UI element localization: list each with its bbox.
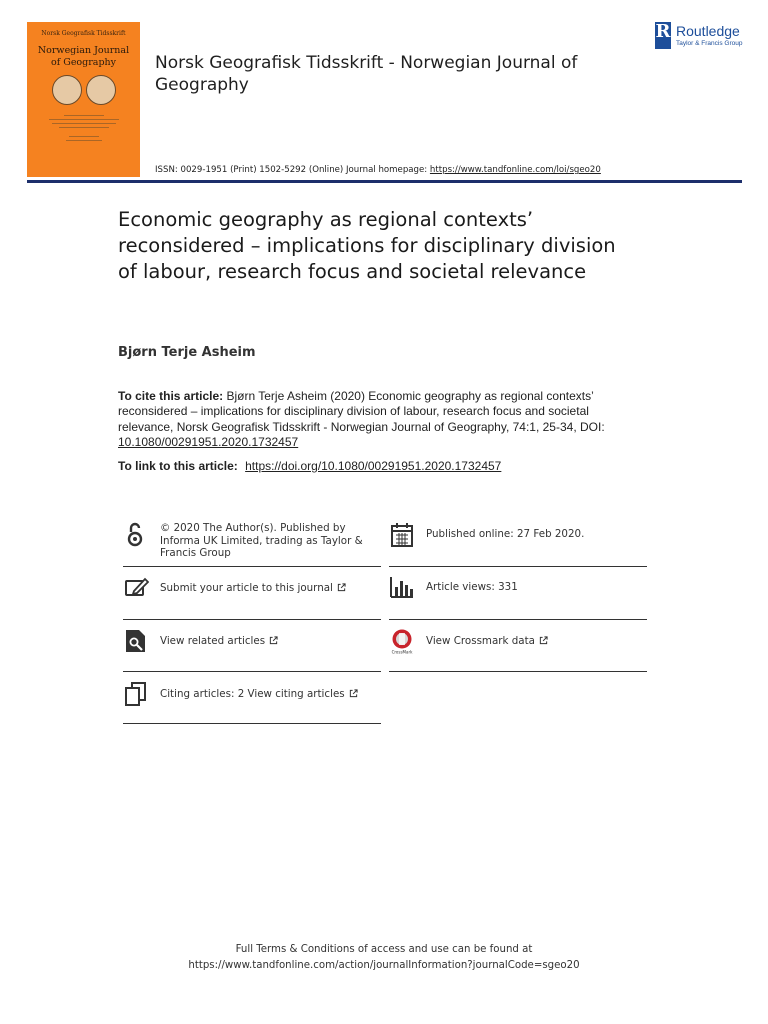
footer-terms-link[interactable]: https://www.tandfonline.com/action/journalInformation?journalCode=sgeo20 [188, 959, 580, 971]
submit-article-link[interactable] [160, 582, 346, 595]
footer-terms [0, 942, 768, 973]
cite-text: Bjørn Terje Asheim (2020) Economic geography as regional contexts’ reconsidered – implications for disciplinary division of labour, research focus and societal relevance, Norsk Geografisk Tidsskrift - Norwegian Journal of Geography, 74:1, 25-34, DOI: [118, 389, 605, 434]
calendar-icon [389, 522, 415, 548]
divider [123, 566, 381, 567]
open-access-text: © 2020 The Author(s). Published by Informa UK Limited, trading as Taylor & Francis Group [160, 522, 363, 559]
crossmark-caption: CrossMark [391, 649, 413, 654]
article-views-cell [389, 575, 647, 605]
open-access-icon [123, 522, 149, 548]
doi-link[interactable]: 10.1080/00291951.2020.1732457 [118, 434, 299, 449]
issn-line [155, 165, 601, 175]
external-link-icon [337, 583, 346, 592]
crossmark-icon [389, 628, 415, 654]
cover-title: Norwegian Journal of Geography [37, 45, 130, 68]
citing-articles-link[interactable] [160, 688, 358, 701]
external-link-icon [539, 636, 548, 645]
cover-seals [48, 75, 120, 107]
cover-top-text: Norsk Geografisk Tidsskrift [41, 30, 126, 37]
header-divider [27, 180, 742, 183]
article-author: Bjørn Terje Asheim [118, 345, 256, 360]
footer-line-1: Full Terms & Conditions of access and use can be found at [235, 944, 533, 955]
related-articles-label: View related articles [160, 635, 266, 647]
divider [389, 619, 647, 620]
related-articles-link[interactable] [160, 635, 278, 648]
cover-text-lines [44, 115, 124, 141]
bar-chart-icon [389, 575, 415, 601]
doi-url-link[interactable]: https://doi.org/10.1080/00291951.2020.1732457 [245, 459, 502, 473]
divider [389, 566, 647, 567]
external-link-icon [269, 636, 278, 645]
related-search-icon [123, 628, 149, 654]
divider [123, 723, 381, 724]
published-cell [389, 522, 647, 562]
citing-articles-cell[interactable] [123, 681, 383, 711]
related-articles-cell[interactable] [123, 628, 383, 658]
publisher-name: Routledge [676, 23, 740, 39]
citation-block [118, 389, 638, 450]
divider [123, 619, 381, 620]
link-line [118, 459, 501, 473]
submit-article-cell[interactable] [123, 575, 383, 605]
submit-article-label: Submit your article to this journal [160, 582, 333, 594]
link-label: To link to this article: [118, 459, 242, 473]
routledge-r-icon: R [655, 22, 671, 49]
citing-articles-label: Citing articles: 2 View citing articles [160, 688, 345, 700]
external-link-icon [349, 689, 358, 698]
journal-homepage-link[interactable]: https://www.tandfonline.com/loi/sgeo20 [429, 165, 601, 175]
issn-text: ISSN: 0029-1951 (Print) 1502-5292 (Online) Journal homepage: [155, 165, 430, 175]
edit-icon [123, 575, 149, 601]
cite-label: To cite this article: [118, 389, 227, 403]
journal-cover-image [27, 22, 140, 177]
published-date: Published online: 27 Feb 2020. [426, 528, 585, 540]
article-title: Economic geography as regional contexts’ reconsidered – implications for disciplinary division of labour, research focus and societal relevance [118, 208, 616, 283]
publisher-sub: Taylor & Francis Group [676, 40, 743, 47]
divider [389, 671, 647, 672]
routledge-logo [655, 22, 755, 50]
crossmark-cell[interactable] [389, 628, 647, 658]
open-access-cell [123, 522, 383, 566]
crossmark-link[interactable] [426, 635, 548, 648]
article-views: Article views: 331 [426, 581, 518, 593]
journal-title: Norsk Geografisk Tidsskrift - Norwegian Journal of Geography [155, 53, 578, 95]
crossmark-label: View Crossmark data [426, 635, 535, 647]
divider [123, 671, 381, 672]
citing-documents-icon [123, 681, 149, 707]
